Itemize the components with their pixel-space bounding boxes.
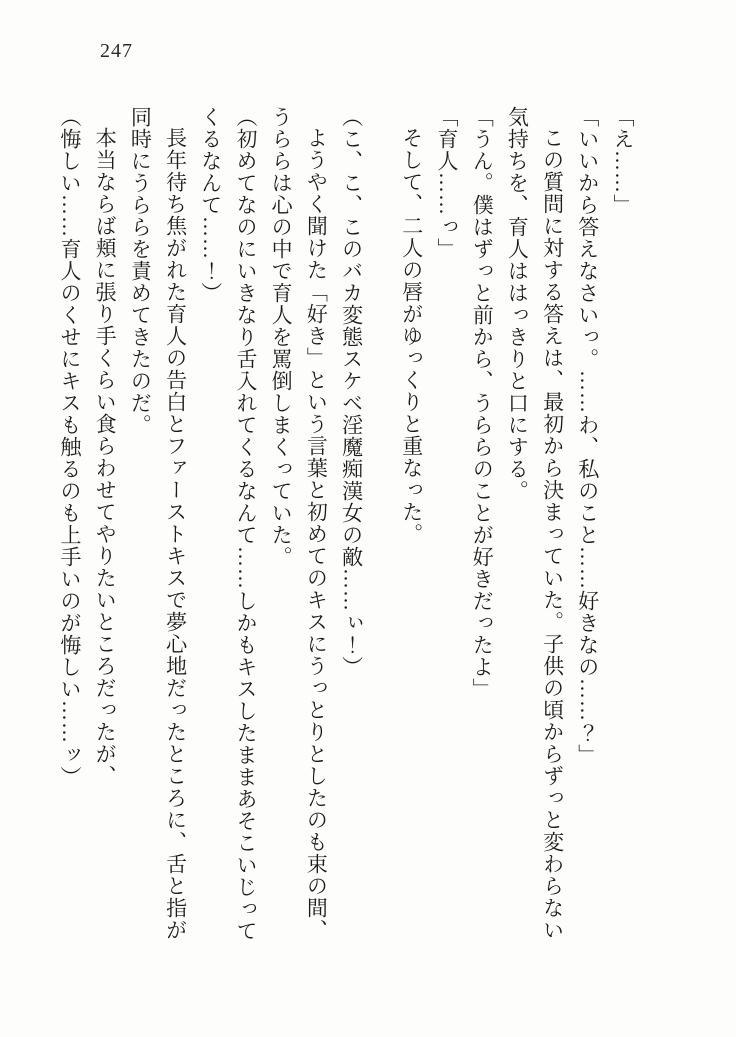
- paragraph-7: （こ、こ、このバカ変態スケベ淫魔痴漢女の敵……ぃ！）: [339, 106, 364, 678]
- text-block: [48, 106, 640, 952]
- paragraph-1: 「え……」: [611, 106, 635, 216]
- paragraph-6: そして、二人の唇がゆっくりと重なった。: [399, 127, 424, 545]
- paragraph-2: 「いいから答えなさいっ。……わ、私のこと……好きなの……？」: [575, 106, 600, 766]
- paragraph-8: ようやく聞けた「好き」という言葉と初めてのキスにうっとりとしたのも束の間、うららは心の中で育人を罵倒しまくっていた。: [269, 106, 329, 941]
- paragraph-4: 「うん。僕はずっと前から、うららのことが好きだったよ」: [470, 106, 495, 700]
- paragraph-11: 本当ならば頬に張り手くらい食らわせてやりたいところだったが、: [93, 127, 118, 787]
- paragraph-12: （悔しい……育人のくせにキスも触るのも上手いのが悔しい……ッ）: [57, 106, 82, 788]
- paragraph-10: 長年待ち焦がれた育人の告白とファーストキスで夢心地だったところに、舌と指が同時にうららを責めてきたのだ。: [128, 106, 188, 941]
- page-number: 247: [100, 40, 133, 62]
- paragraph-9: （初めてなのにいきなり舌入れてくるなんて……しかもキスしたままあそこいじってくるなんて……！）: [198, 106, 258, 942]
- paragraph-3: この質問に対する答えは、最初から決まっていた。子供の頃からずっと変わらない気持ちを、育人ははっきりと口にする。: [505, 106, 565, 941]
- paragraph-5: 「育人……っ」: [434, 106, 459, 260]
